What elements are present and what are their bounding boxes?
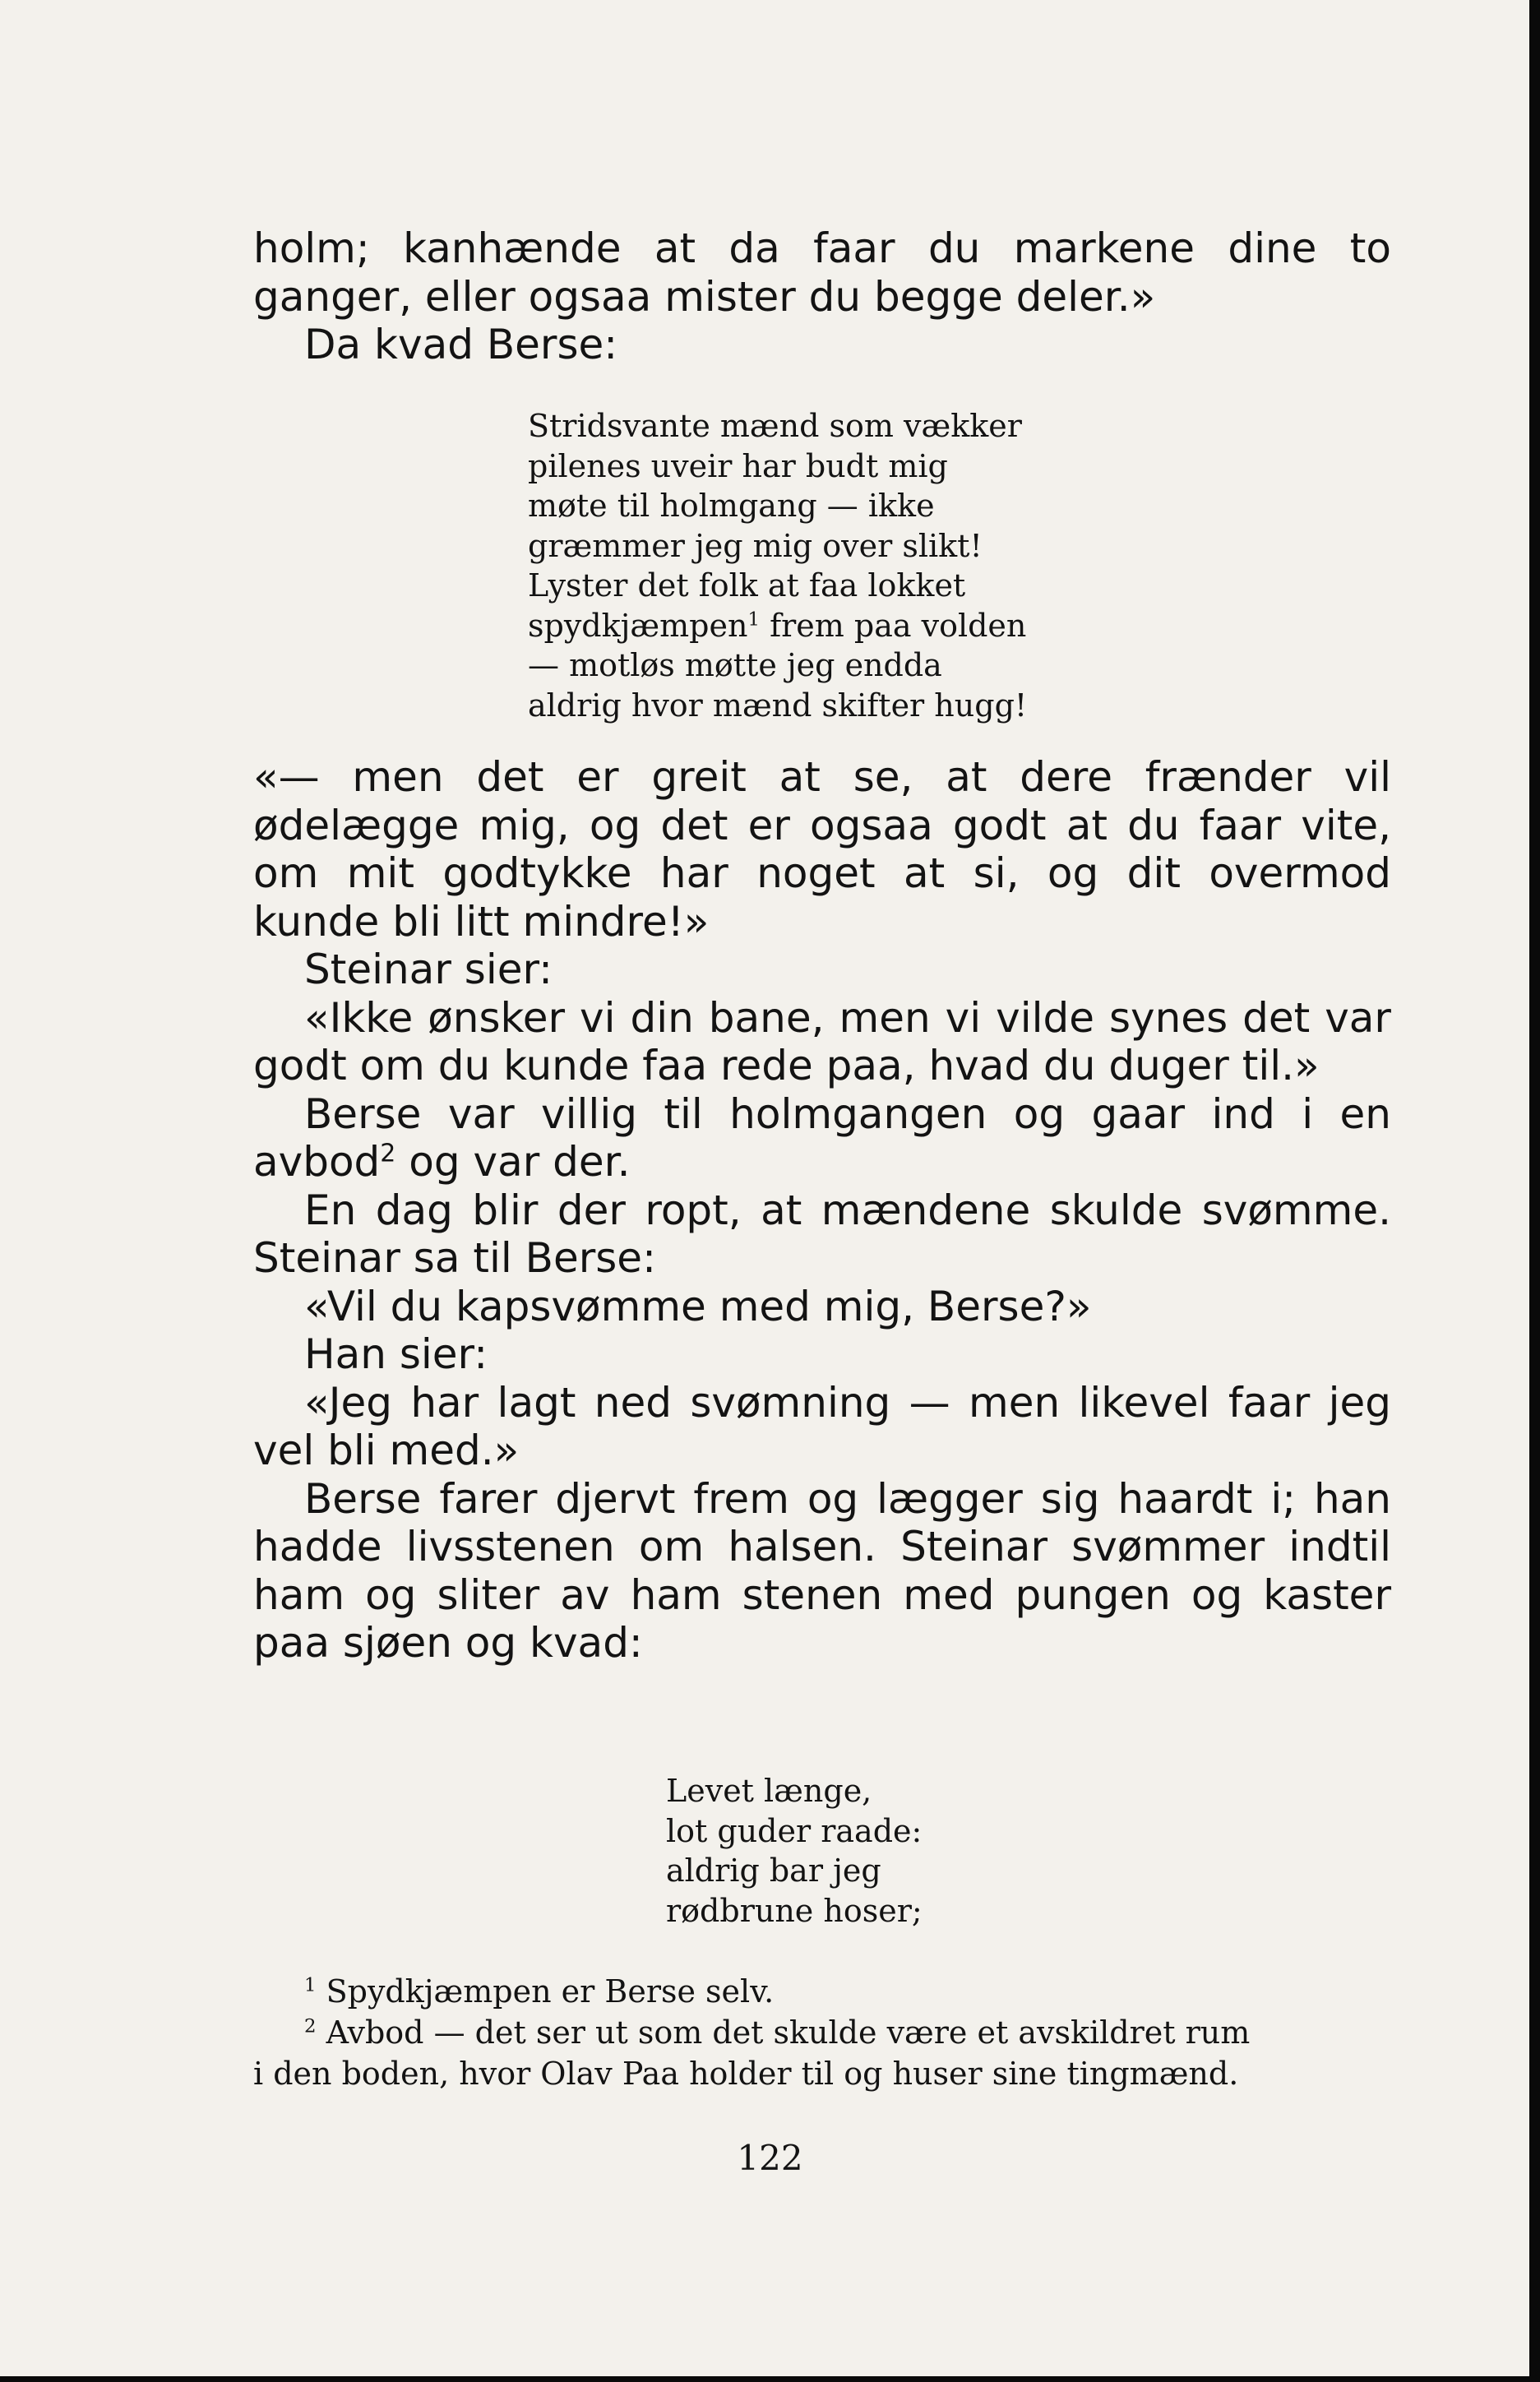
paragraph: «Jeg har lagt ned svømning — men likevel faar jeg vel bli med.» (253, 1378, 1391, 1474)
paragraph: holm; kanhænde at da faar du markene dine to ganger, eller ogsaa mister du begge deler.» (253, 224, 1391, 321)
verse-stridsvante (528, 406, 1268, 725)
paragraph: «— men det er greit at se, at dere frænder vil ødelægge mig, og det er ogsaa godt at du faar vite, om mit godtykke har noget at si, og dit overmod kunde bli litt mindre!» (253, 753, 1391, 946)
footnotes (253, 1971, 1391, 2094)
paragraph (253, 1090, 1391, 1186)
paragraph: Da kvad Berse: (304, 321, 618, 368)
verse-line: rødbrune hoser; (666, 1892, 923, 1929)
footnote-text: Avbod — det ser ut som det skulde være et avskildret rum (316, 2014, 1251, 2051)
page-number: 122 (737, 2138, 803, 2178)
footnote-2 (253, 2012, 1391, 2053)
paragraph: En dag blir der ropt, at mændene skulde svømme. Steinar sa til Berse: (253, 1186, 1391, 1282)
verse-line: aldrig hvor mænd skifter hugg! (528, 687, 1028, 724)
paragraph: Steinar sier: (304, 946, 553, 993)
verse-levet (666, 1771, 1242, 1931)
verse-line: Lyster det folk at faa lokket (528, 567, 966, 604)
footnote-mark: 2 (304, 2015, 317, 2037)
verse-line: — motløs møtte jeg endda (528, 647, 942, 683)
footnote-mark: 2 (380, 1139, 396, 1168)
paragraph-text: og var der. (395, 1138, 631, 1186)
footnote-1 (253, 1971, 1391, 2012)
paragraph: «Vil du kapsvømme med mig, Berse?» (304, 1282, 1092, 1330)
verse-text: spydkjæmpen (528, 607, 748, 644)
verse-line: møte til holmgang — ikke (528, 488, 935, 524)
footnote-mark: 1 (747, 608, 760, 630)
verse-line: Levet længe, (666, 1773, 872, 1809)
footnote-mark: 1 (304, 1974, 317, 1996)
verse-line: lot guder raade: (666, 1812, 923, 1849)
paragraph: «Ikke ønsker vi din bane, men vi vilde synes det var godt om du kunde faa rede paa, hvad du duger til.» (253, 993, 1391, 1089)
verse-text: frem paa volden (759, 607, 1027, 644)
verse-line: pilenes uveir har budt mig (528, 447, 948, 484)
prose-top (253, 224, 1391, 369)
footnote-text: Spydkjæmpen er Berse selv. (316, 1973, 775, 2010)
footnote-2-continued: i den boden, hvor Olav Paa holder til og huser sine tingmænd. (253, 2056, 1239, 2092)
verse-line: Stridsvante mænd som vækker (528, 408, 1022, 444)
paragraph: Berse farer djervt frem og lægger sig haardt i; han hadde livsstenen om halsen. Steinar svømmer indtil ham og sliter av ham stenen med pungen og kaster paa sjøen og kvad: (253, 1474, 1391, 1667)
verse-line (528, 606, 1268, 646)
paragraph: Han sier: (304, 1330, 488, 1378)
scan-edge (1529, 0, 1540, 2382)
prose-main (253, 753, 1391, 1667)
verse-line: aldrig bar jeg (666, 1852, 881, 1889)
verse-line: græmmer jeg mig over slikt! (528, 527, 983, 564)
paragraph-text: Berse var villig til holmgangen og gaar ind i en avbod (253, 1089, 1391, 1186)
